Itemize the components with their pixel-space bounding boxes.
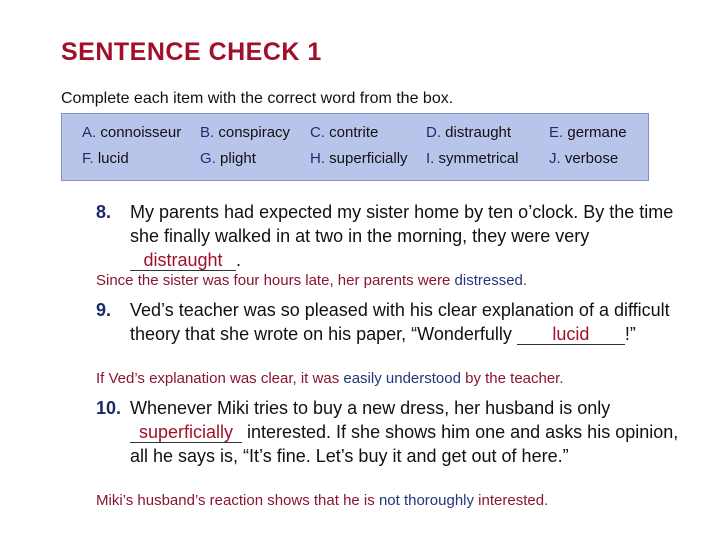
word-option-g: G. plight (200, 150, 256, 167)
word-option-i: I. symmetrical (426, 150, 519, 167)
item-text: Whenever Miki tries to buy a new dress, her husband is only superficially interested. If she shows him one and asks his opinion, all he says is, “It’s fine. Let’s buy it and get out of here.” (130, 398, 679, 466)
item-number: 9. (96, 300, 112, 320)
item-number: 10. (96, 398, 122, 418)
sentence-item-10 (96, 396, 686, 468)
page-title: SENTENCE CHECK 1 (61, 38, 322, 66)
item-number: 8. (96, 202, 112, 222)
word-option-a: A. connoisseur (82, 124, 182, 141)
explanation-9: If Ved’s explanation was clear, it was easily understood by the teacher. (96, 370, 564, 387)
word-option-j: J. verbose (549, 150, 619, 167)
word-option-d: D. distraught (426, 124, 512, 141)
answer-blank: lucid (517, 324, 625, 345)
explanation-10: Miki’s husband’s reaction shows that he is not thoroughly interested. (96, 492, 549, 509)
instructions: Complete each item with the correct word from the box. (61, 90, 454, 107)
item-text: My parents had expected my sister home by ten o’clock. By the time she finally walked in at two in the morning, they were very distraught . (130, 202, 674, 270)
word-option-h: H. superficially (310, 150, 408, 167)
word-option-c: C. contrite (310, 124, 379, 141)
sentence-item-9 (96, 298, 686, 346)
word-box (61, 113, 649, 181)
explanation-8: Since the sister was four hours late, her parents were distressed. (96, 272, 528, 289)
item-text: Ved’s teacher was so pleased with his clear explanation of a difficult theory that she wrote on his paper, “Wonderfully lucid !” (130, 300, 670, 344)
word-option-b: B. conspiracy (200, 124, 291, 141)
word-option-e: E. germane (549, 124, 627, 141)
answer-blank: superficially (130, 422, 242, 443)
sentence-item-8 (96, 200, 686, 272)
word-option-f: F. lucid (82, 150, 129, 167)
answer-blank: distraught (130, 250, 236, 271)
